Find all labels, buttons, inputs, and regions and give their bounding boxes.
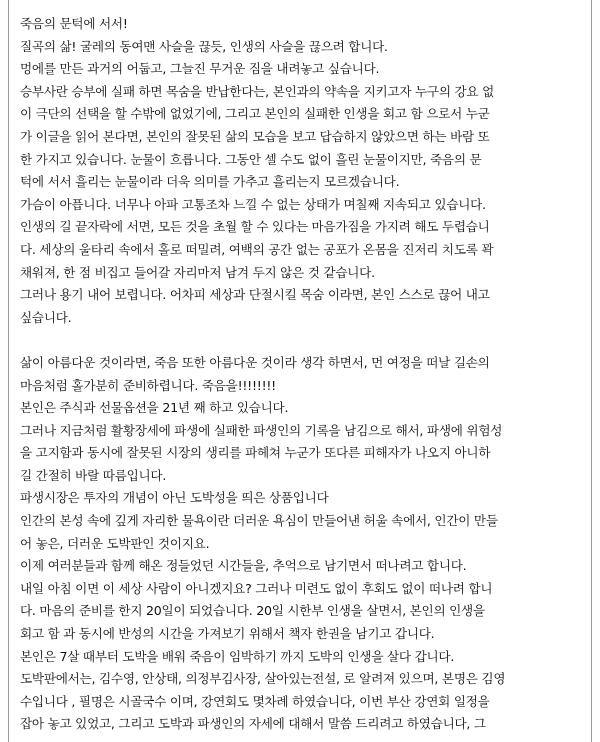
text-line: 한 가지고 있습니다. 눈물이 흐릅니다. 그동안 셀 수도 없이 흘린 눈물이지만, 죽음의 문 bbox=[20, 151, 482, 167]
text-line: 승부사란 승부에 실패 하면 목숨을 반납한다는, 본인과의 약속을 지키고자 누구의 강요 없 bbox=[20, 83, 494, 99]
text-line: 멍에를 만든 과거의 어둡고, 그늘진 무거운 짐을 내려놓고 싶습니다. bbox=[20, 61, 380, 77]
text-line: 내일 아침 이면 이 세상 사람이 아니겠지요? 그러나 미련도 없이 후회도 없이 떠나려 합니 bbox=[20, 580, 493, 596]
text-line: 삶이 아름다운 것이라면, 죽음 또한 아름다운 것이라 생각 하면서, 먼 여정을 떠날 길손의 bbox=[20, 354, 490, 370]
text-line: 싶습니다. bbox=[20, 309, 72, 325]
text-line: 마음처럼 홀가분히 준비하렵니다. 죽음을!!!!!!!! bbox=[20, 377, 276, 393]
text-line: 가슴이 아픕니다. 너무나 아파 고통조차 느낄 수 없는 상태가 며칠째 지속되고 있습니다. bbox=[20, 196, 486, 212]
text-line: 본인은 주식과 선물옵션을 21년 째 하고 있습니다. bbox=[20, 400, 289, 416]
text-line: 죽음의 문턱에 서서! bbox=[20, 16, 128, 31]
text-line: 다. 세상의 울타리 속에서 홀로 떠밀려, 여백의 공간 없는 공포가 온몸을 진저리 치도록 꽉 bbox=[20, 241, 494, 257]
text-line: 수입니다 , 필명은 시골국수 이며, 강연회도 몇차례 하였습니다, 이번 부산 강연회 일정을 bbox=[20, 693, 490, 709]
text-line: 이 극단의 선택을 할 수밖에 없었기에, 그리고 본인의 실패한 인생을 회고 함 으로서 누군 bbox=[20, 106, 490, 122]
page-border-right bbox=[591, 0, 592, 742]
text-line: 도박판에서는, 김수영, 안상태, 의정부김사장, 살아있는전설, 로 알려져 있으며, 본명은 김영 bbox=[20, 671, 506, 687]
text-line: 어 놓은, 더러운 도박판인 것이지요. bbox=[20, 535, 210, 551]
text-line: 잡아 놓고 있었고, 그리고 도박과 파생인의 자세에 대해서 말씀 드리려고 하였습니다, 그 bbox=[20, 716, 486, 732]
page-border-left bbox=[8, 0, 9, 742]
text-line: 을 고지함과 동시에 잘못된 시장의 생리를 파헤쳐 누군가 또다른 피해자가 나오지 아니하 bbox=[20, 445, 491, 461]
text-line: 턱에 서서 흘리는 눈물이라 더욱 의미를 가추고 흘리는지 모르겠습니다. bbox=[20, 174, 400, 190]
text-line: 인생의 길 끝자락에 서면, 모든 것을 초월 할 수 있다는 마음가짐을 가지려 해도 두렵습니 bbox=[20, 219, 490, 235]
text-line: 이제 여러분들과 함께 해온 정들었던 시간들을, 추억으로 남기면서 떠나려고 합니다. bbox=[20, 558, 467, 574]
text-line: 본인은 7살 때부터 도박을 배워 죽음이 임박하기 까지 도박의 인생을 살다 갑니다. bbox=[20, 648, 455, 664]
text-line: 질곡의 삶! 굴레의 동여맨 사슬을 끊듯, 인생의 사슬을 끊으려 합니다. bbox=[20, 38, 388, 54]
text-line: 그러나 지금처럼 활황장세에 파생에 실패한 파생인의 기록을 남김으로 해서, 파생에 위험성 bbox=[20, 422, 503, 438]
text-line: 채워져, 한 점 비집고 들어갈 자리마저 남겨 두지 않은 것 같습니다. bbox=[20, 264, 375, 280]
document-text bbox=[20, 13, 572, 736]
text-line: 다. 마음의 준비를 한지 20일이 되었습니다. 20일 시한부 인생을 살면서, 본인의 인생을 bbox=[20, 603, 485, 619]
text-line: 가 이글을 읽어 본다면, 본인의 잘못된 삶의 모습을 보고 답습하지 않았으면 하는 바람 또 bbox=[20, 128, 490, 144]
text-line: 파생시장은 투자의 개념이 아닌 도박성을 띄은 상품입니다 bbox=[20, 490, 329, 506]
text-line: 회고 함 과 동시에 반성의 시간을 가져보기 위해서 책자 한권을 남기고 갑니다. bbox=[20, 626, 435, 642]
paragraph-gap bbox=[20, 329, 572, 352]
text-line: 길 간절히 바랄 따름입니다. bbox=[20, 467, 167, 483]
text-line: 인간의 본성 속에 깊게 자리한 물욕이란 더러운 욕심이 만들어낸 허울 속에서, 인간이 만들 bbox=[20, 513, 498, 529]
text-line: 그러나 용기 내어 보렵니다. 어차피 세상과 단절시킬 목숨 이라면, 본인 스스로 끊어 내고 bbox=[20, 287, 490, 303]
